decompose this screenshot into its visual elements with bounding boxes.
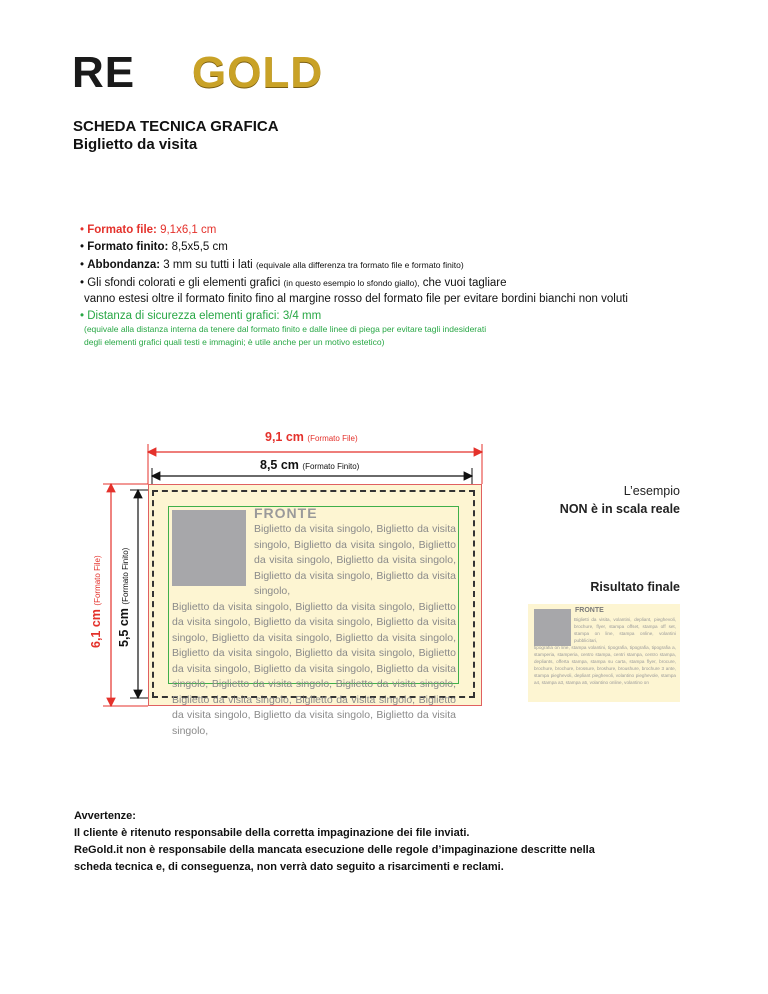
note-line1: L’esempio (623, 484, 680, 498)
dim-sub: (Formato File) (307, 434, 358, 443)
dim-sub: (Formato File) (93, 555, 102, 606)
file-height-label (89, 555, 103, 648)
dim-sub: (Formato Finito) (302, 462, 360, 471)
spec-distanza: • Distanza di sicurezza elementi grafici: 3/4 mm (80, 310, 322, 322)
card-fronte-label: FRONTE (254, 505, 318, 521)
spec-formato-file: • Formato file: 9,1x6,1 cm (80, 224, 217, 236)
result-fronte-label: FRONTE (575, 607, 604, 614)
dim-value: 5,5 cm (117, 608, 131, 647)
spec-text: Distanza di sicurezza elementi grafici: 3/4 mm (87, 310, 322, 322)
logo-re: RE (72, 48, 136, 97)
page-title: SCHEDA TECNICA GRAFICA (73, 118, 279, 135)
finito-width-label (260, 458, 359, 472)
example-note (530, 482, 680, 518)
spec-label: Abbondanza: (87, 259, 161, 271)
result-body-text (534, 616, 676, 686)
card-text-rest: Biglietto da visita singolo, Biglietto da visita singolo, Biglietto da visita singolo, Biglietto da visita singolo, Biglietto da visita singolo, Biglietto da visita singolo, Biglietto da visita singolo, Biglietto da visita singolo, Biglietto da visita singolo, Biglietto da visita singolo, Biglietto da visita singolo, Biglietto da visita singolo, Biglietto da visita singolo, Biglietto da visita singolo, Biglietto da visita singolo, Biglietto da visita singolo, Biglietto da visita singolo, Biglietto da visita singolo, Biglietto da visita singolo, (172, 600, 456, 737)
dim-sub: (Formato Finito) (121, 547, 130, 605)
result-text-rest: tipografia on line, stampa volantini, tipografia, tipografia, tipografia a, stamperia, stamperia, centro stampa, centri stampa, centro stampa, depliants, offerta stampa, stampa su carta, stampa flyer, brocure, brochure, brochure, brossure, broshure, broushure, brochure 3 ante, stampa pieghevoli, depliant pieghevoli, volantino pieghevole, stampa a4, stampa a3, stampa a5, volantino online, volantino on (534, 645, 676, 685)
warnings-line2: ReGold.it non è responsabile della mancata esecuzione delle regole d’impaginazione descritte nella (74, 844, 595, 856)
spec-distanza-note2: degli elementi grafici quali testi e immagini; è utile anche per un motivo estetico) (84, 337, 385, 347)
warnings-title: Avvertenze: (74, 810, 136, 822)
file-width-label (265, 430, 358, 444)
dim-value: 6,1 cm (89, 609, 103, 648)
result-text-first: Biglietti da visita, volantini, depliant, pieghevoli, brochure, flyer, stampa offset, stampa off set, stampa on line, stampa online, volantini pubblicitari, (574, 617, 676, 643)
finito-height-label (117, 548, 131, 647)
spec-value: 3 mm su tutti i lati (163, 259, 253, 271)
spec-sfondi-line2: vanno estesi oltre il formato finito fino al margine rosso del formato file per evitare bordini bianchi non voluti (84, 293, 628, 305)
spec-value: 8,5x5,5 cm (171, 241, 228, 253)
dim-value: 8,5 cm (260, 458, 299, 472)
spec-text: Gli sfondi colorati e gli elementi grafici (87, 277, 281, 289)
spec-text: che vuoi tagliare (422, 277, 507, 289)
spec-note: (in questo esempio lo sfondo giallo), (283, 278, 420, 288)
logo-gold: GOLD (192, 48, 324, 97)
spec-abbondanza: • Abbondanza: 3 mm su tutti i lati (equivale alla differenza tra formato file e formato finito) (80, 259, 464, 271)
dim-value: 9,1 cm (265, 430, 304, 444)
note-line2: NON è in scala reale (559, 502, 680, 516)
spec-label: Formato finito: (87, 241, 169, 253)
spec-sfondi-line1: • Gli sfondi colorati e gli elementi grafici (in questo esempio lo sfondo giallo), che vuoi tagliare (80, 277, 507, 289)
spec-value: 9,1x6,1 cm (160, 224, 217, 236)
page-subtitle: Biglietto da visita (73, 136, 198, 153)
spec-note: (equivale alla differenza tra formato file e formato finito) (255, 260, 464, 270)
spec-distanza-note1: (equivale alla distanza interna da tenere dal formato finito e dalle linee di piega per evitare tagli indesiderati (84, 324, 487, 334)
result-title: Risultato finale (590, 580, 680, 594)
card-text-first: Biglietto da visita singolo, Biglietto da visita singolo, Biglietto da visita singolo, Biglietto da visita singolo, Biglietto da visita singolo, Biglietto da visita singolo, Biglietto da visita singolo, (254, 523, 456, 597)
warnings-line3: scheda tecnica e, di conseguenza, non verrà dato seguito a risarcimenti e reclami. (74, 861, 504, 873)
spec-label: Formato file: (87, 224, 157, 236)
spec-formato-finito: • Formato finito: 8,5x5,5 cm (80, 241, 228, 253)
warnings-line1: Il cliente è ritenuto responsabile della corretta impaginazione dei file inviati. (74, 827, 470, 839)
card-body-text (172, 522, 456, 737)
